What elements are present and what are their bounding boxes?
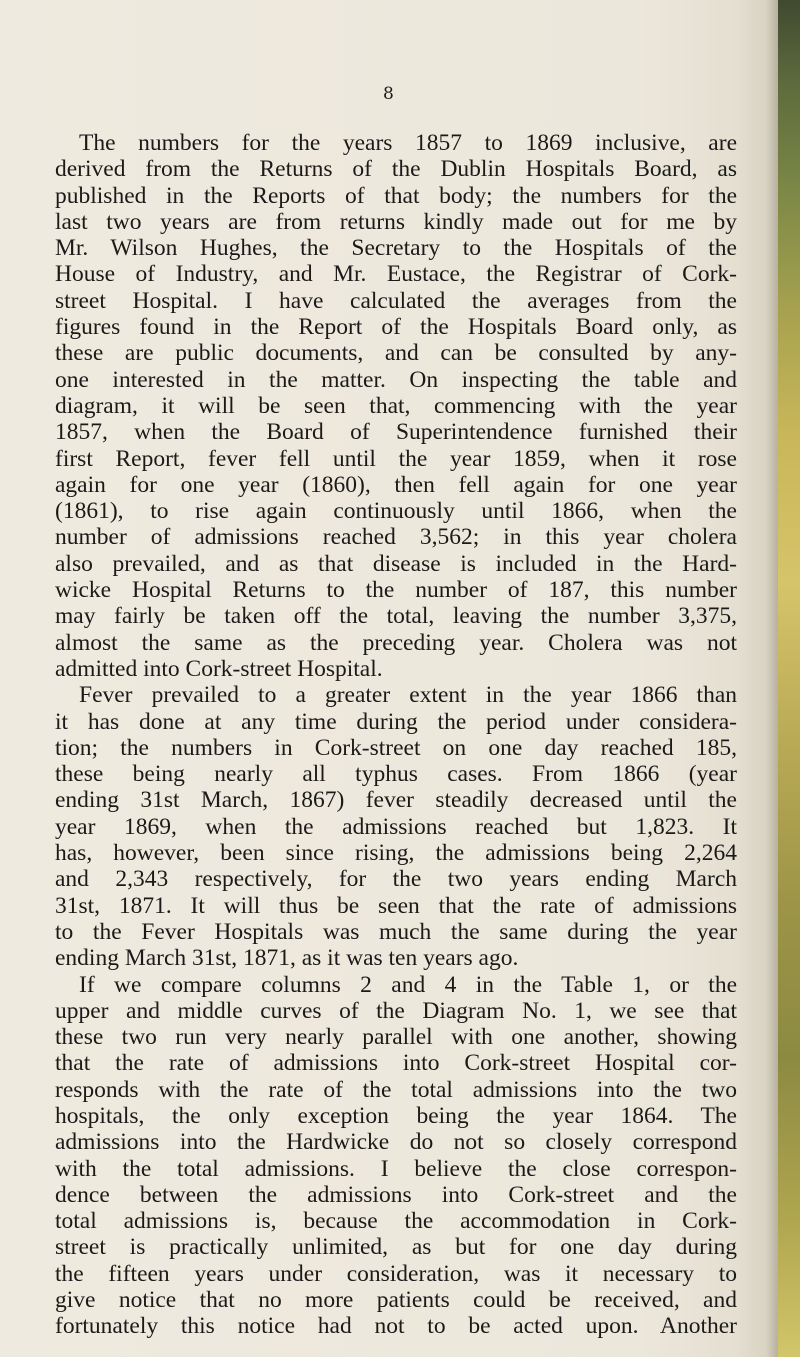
text-line: almost the same as the preceding year. Cholera was not	[55, 629, 737, 656]
text-line: it has done at any time during the period under considera-	[55, 708, 737, 735]
text-line: dence between the admissions into Cork-street and the	[55, 1181, 737, 1208]
text-line: responds with the rate of the total admissions into the two	[55, 1076, 737, 1103]
text-line: admissions into the Hardwicke do not so closely correspond	[55, 1129, 737, 1156]
text-line: these are public documents, and can be consulted by any-	[55, 340, 737, 367]
text-line: wicke Hospital Returns to the number of 187, this number	[55, 577, 737, 604]
text-line: these being nearly all typhus cases. From 1866 (year	[55, 761, 737, 788]
text-line: published in the Reports of that body; the numbers for the	[55, 182, 737, 209]
text-line: first Report, fever fell until the year 1859, when it rose	[55, 445, 737, 472]
text-line: fortunately this notice had not to be acted upon. Another	[55, 1313, 737, 1340]
text-line: to the Fever Hospitals was much the same during the year	[55, 918, 737, 945]
text-line: street is practically unlimited, as but for one day during	[55, 1234, 737, 1261]
text-line: one interested in the matter. On inspecting the table and	[55, 366, 737, 393]
text-line: and 2,343 respectively, for the two years ending March	[55, 866, 737, 893]
body-text	[55, 130, 737, 1340]
text-line: also prevailed, and as that disease is included in the Hard-	[55, 550, 737, 577]
text-line: year 1869, when the admissions reached but 1,823. It	[55, 813, 737, 840]
text-line: last two years are from returns kindly made out for me by	[55, 208, 737, 235]
page-edge	[778, 0, 800, 1357]
text-line: with the total admissions. I believe the close correspon-	[55, 1155, 737, 1182]
text-line: House of Industry, and Mr. Eustace, the Registrar of Cork-	[55, 261, 737, 288]
text-line: number of admissions reached 3,562; in this year cholera	[55, 524, 737, 551]
text-line: derived from the Returns of the Dublin Hospitals Board, as	[55, 156, 737, 183]
text-line: ending March 31st, 1871, as it was ten years ago.	[55, 945, 519, 972]
text-line: may fairly be taken off the total, leaving the number 3,375,	[55, 603, 737, 630]
text-line: tion; the numbers in Cork-street on one day reached 185,	[55, 734, 737, 761]
text-line: has, however, been since rising, the admissions being 2,264	[55, 840, 737, 867]
text-line: (1861), to rise again continuously until 1866, when the	[55, 498, 737, 525]
text-line: If we compare columns 2 and 4 in the Table 1, or the	[79, 971, 737, 998]
text-line: that the rate of admissions into Cork-street Hospital cor-	[55, 1050, 737, 1077]
page-edge-shadow	[766, 0, 778, 1357]
text-line: again for one year (1860), then fell again for one year	[55, 471, 737, 498]
text-line: street Hospital. I have calculated the averages from the	[55, 287, 737, 314]
text-line: Fever prevailed to a greater extent in the year 1866 than	[79, 682, 737, 709]
text-line: Mr. Wilson Hughes, the Secretary to the Hospitals of the	[55, 235, 737, 262]
text-line: 31st, 1871. It will thus be seen that the rate of admissions	[55, 892, 737, 919]
page-number: 8	[383, 84, 395, 104]
text-line: The numbers for the years 1857 to 1869 inclusive, are	[79, 130, 737, 156]
text-line: figures found in the Report of the Hospitals Board only, as	[55, 314, 737, 341]
text-line: admitted into Cork-street Hospital.	[55, 655, 383, 682]
text-line: ending 31st March, 1867) fever steadily decreased until the	[55, 787, 737, 814]
text-line: upper and middle curves of the Diagram No. 1, we see that	[55, 997, 737, 1024]
text-line: give notice that no more patients could be received, and	[55, 1287, 737, 1314]
text-line: hospitals, the only exception being the year 1864. The	[55, 1102, 737, 1129]
text-line: diagram, it will be seen that, commencing with the year	[55, 392, 737, 419]
text-line: 1857, when the Board of Superintendence furnished their	[55, 419, 737, 446]
text-line: the fifteen years under consideration, was it necessary to	[55, 1260, 737, 1287]
text-line: these two run very nearly parallel with one another, showing	[55, 1024, 737, 1051]
text-line: total admissions is, because the accommodation in Cork-	[55, 1208, 737, 1235]
